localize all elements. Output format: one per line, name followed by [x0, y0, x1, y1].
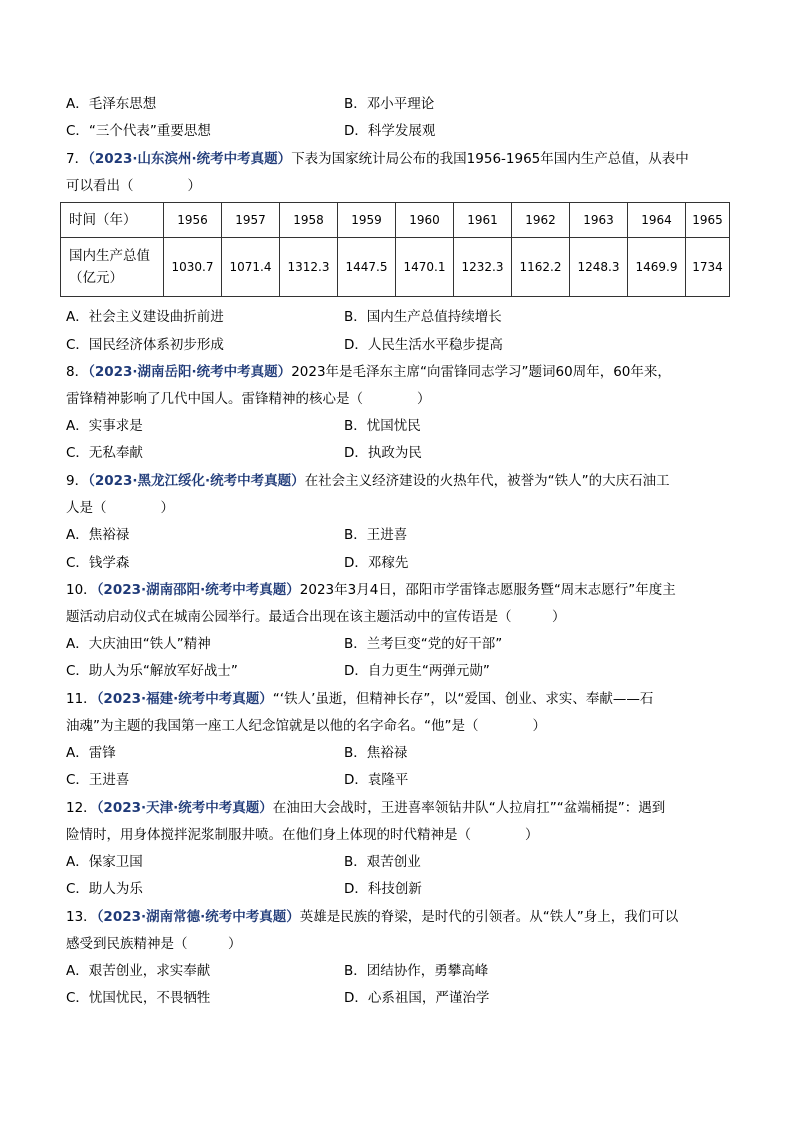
q9-source: （2023·黑龙江绥化·统考中考真题）: [88, 473, 305, 489]
q9-option-c[interactable]: C．钱学森: [66, 555, 130, 571]
q8-option-b[interactable]: B．忧国忧民: [344, 418, 421, 434]
q6-option-b[interactable]: B．邓小平理论: [344, 96, 435, 112]
q8-number: 8．: [66, 364, 89, 380]
q9-stem-text: 在社会主义经济建设的火热年代，被誉为“铁人”的大庆石油工: [304, 473, 670, 489]
q10-stem-line-2: 题活动启动仪式在城南公园举行。最适合出现在该主题活动中的宣传语是（ ）: [66, 609, 566, 625]
q11-source: （2023·福建·统考中考真题）: [96, 691, 273, 707]
q8-stem-line-1: [66, 362, 671, 382]
q13-option-a[interactable]: A．艰苦创业，求实奉献: [66, 963, 211, 979]
q9-stem-line-1: [66, 471, 670, 491]
table-year-cell: 1962: [512, 203, 570, 238]
q10-option-c[interactable]: C．助人为乐“解放军好战士”: [66, 663, 238, 679]
table-value-cell: 1071.4: [222, 238, 280, 297]
q6-option-a[interactable]: A．毛泽东思想: [66, 96, 157, 112]
q10-number: 10．: [66, 582, 97, 598]
table-row-gdp: [61, 238, 730, 297]
q7-option-c[interactable]: C．国民经济体系初步形成: [66, 337, 224, 353]
q7-stem-text: 下表为国家统计局公布的我国1956-1965年国内生产总值，从表中: [291, 151, 689, 167]
q7-option-b[interactable]: B．国内生产总值持续增长: [344, 309, 502, 325]
q11-option-c[interactable]: C．王进喜: [66, 772, 130, 788]
q13-stem-line-2: 感受到民族精神是（ ）: [66, 936, 242, 952]
q9-option-b[interactable]: B．王进喜: [344, 527, 408, 543]
table-year-cell: 1958: [280, 203, 338, 238]
table-value-cell: 1470.1: [396, 238, 454, 297]
q12-stem-text: 在油田大会战时，王进喜率领钻井队“人拉肩扛”“盆端桶提”：遇到: [272, 800, 666, 816]
q12-option-c[interactable]: C．助人为乐: [66, 881, 143, 897]
q7-stem-line-1: [66, 149, 689, 169]
q12-option-a[interactable]: A．保家卫国: [66, 854, 143, 870]
q10-stem-line-1: [66, 580, 676, 600]
q12-stem-line-1: [66, 798, 665, 818]
q13-stem-text: 英雄是民族的脊梁，是时代的引领者。从“铁人”身上，我们可以: [299, 909, 679, 925]
q12-source: （2023·天津·统考中考真题）: [96, 800, 273, 816]
q7-number: 7．: [66, 151, 89, 167]
q8-option-d[interactable]: D．执政为民: [344, 445, 422, 461]
q13-option-c[interactable]: C．忧国忧民，不畏牺牲: [66, 990, 211, 1006]
q10-stem-text: 2023年3月4日，邵阳市学雷锋志愿服务暨“周末志愿行”年度主: [299, 582, 676, 598]
table-year-cell: 1959: [338, 203, 396, 238]
table-year-cell: 1957: [222, 203, 280, 238]
q9-option-d[interactable]: D．邓稼先: [344, 555, 409, 571]
table-row-years: [61, 203, 730, 238]
table-header-gdp: [61, 238, 164, 297]
q11-option-b[interactable]: B．焦裕禄: [344, 745, 408, 761]
table-value-cell: 1312.3: [280, 238, 338, 297]
q13-stem-line-1: [66, 907, 678, 927]
q13-source: （2023·湖南常德·统考中考真题）: [96, 909, 300, 925]
table-header-time: 时间（年）: [61, 203, 164, 238]
q10-option-a[interactable]: A．大庆油田“铁人”精神: [66, 636, 211, 652]
q11-stem-text: “‘铁人’虽逝，但精神长存”，以“爱国、创业、求实、奉献——石: [272, 691, 654, 707]
q9-stem-line-2: 人是（ ）: [66, 500, 174, 516]
table-value-cell: 1469.9: [628, 238, 686, 297]
gdp-table: [60, 202, 730, 297]
q7-source: （2023·山东滨州·统考中考真题）: [88, 151, 292, 167]
q9-number: 9．: [66, 473, 89, 489]
q8-stem-line-2: 雷锋精神影响了几代中国人。雷锋精神的核心是（ ）: [66, 391, 431, 407]
q8-option-a[interactable]: A．实事求是: [66, 418, 143, 434]
q11-option-a[interactable]: A．雷锋: [66, 745, 116, 761]
gdp-label: 国内生产总值: [69, 248, 150, 264]
q8-stem-text: 2023年是毛泽东主席“向雷锋同志学习”题词60周年，60年来，: [291, 364, 671, 380]
q10-option-b[interactable]: B．兰考巨变“党的好干部”: [344, 636, 503, 652]
table-year-cell: 1960: [396, 203, 454, 238]
q10-option-d[interactable]: D．自力更生“两弹元勋”: [344, 663, 490, 679]
q13-option-d[interactable]: D．心系祖国，严谨治学: [344, 990, 490, 1006]
q7-option-d[interactable]: D．人民生活水平稳步提高: [344, 337, 503, 353]
table-value-cell: 1447.5: [338, 238, 396, 297]
table-value-cell: 1030.7: [164, 238, 222, 297]
q11-stem-line-2: 油魂”为主题的我国第一座工人纪念馆就是以他的名字命名。“他”是（ ）: [66, 718, 546, 734]
table-year-cell: 1956: [164, 203, 222, 238]
q7-stem-line-2: 可以看出（ ）: [66, 178, 201, 194]
table-value-cell: 1248.3: [570, 238, 628, 297]
q6-option-d[interactable]: D．科学发展观: [344, 123, 436, 139]
table-value-cell: 1232.3: [454, 238, 512, 297]
q10-source: （2023·湖南邵阳·统考中考真题）: [96, 582, 300, 598]
q8-source: （2023·湖南岳阳·统考中考真题）: [88, 364, 292, 380]
q9-option-a[interactable]: A．焦裕禄: [66, 527, 130, 543]
q13-number: 13．: [66, 909, 97, 925]
table-year-cell: 1964: [628, 203, 686, 238]
table-year-cell: 1963: [570, 203, 628, 238]
table-value-cell: 1162.2: [512, 238, 570, 297]
q6-option-c[interactable]: C．“三个代表”重要思想: [66, 123, 211, 139]
q13-option-b[interactable]: B．团结协作，勇攀高峰: [344, 963, 489, 979]
q11-option-d[interactable]: D．袁隆平: [344, 772, 409, 788]
gdp-unit: （亿元）: [69, 270, 123, 286]
q8-option-c[interactable]: C．无私奉献: [66, 445, 143, 461]
table-year-cell: 1961: [454, 203, 512, 238]
q12-number: 12．: [66, 800, 97, 816]
q7-option-a[interactable]: A．社会主义建设曲折前进: [66, 309, 224, 325]
q12-option-b[interactable]: B．艰苦创业: [344, 854, 421, 870]
q11-number: 11．: [66, 691, 97, 707]
table-year-cell: 1965: [686, 203, 730, 238]
q12-stem-line-2: 险情时，用身体搅拌泥浆制服井喷。在他们身上体现的时代精神是（ ）: [66, 827, 539, 843]
q11-stem-line-1: [66, 689, 653, 709]
q12-option-d[interactable]: D．科技创新: [344, 881, 422, 897]
table-value-cell: 1734: [686, 238, 730, 297]
